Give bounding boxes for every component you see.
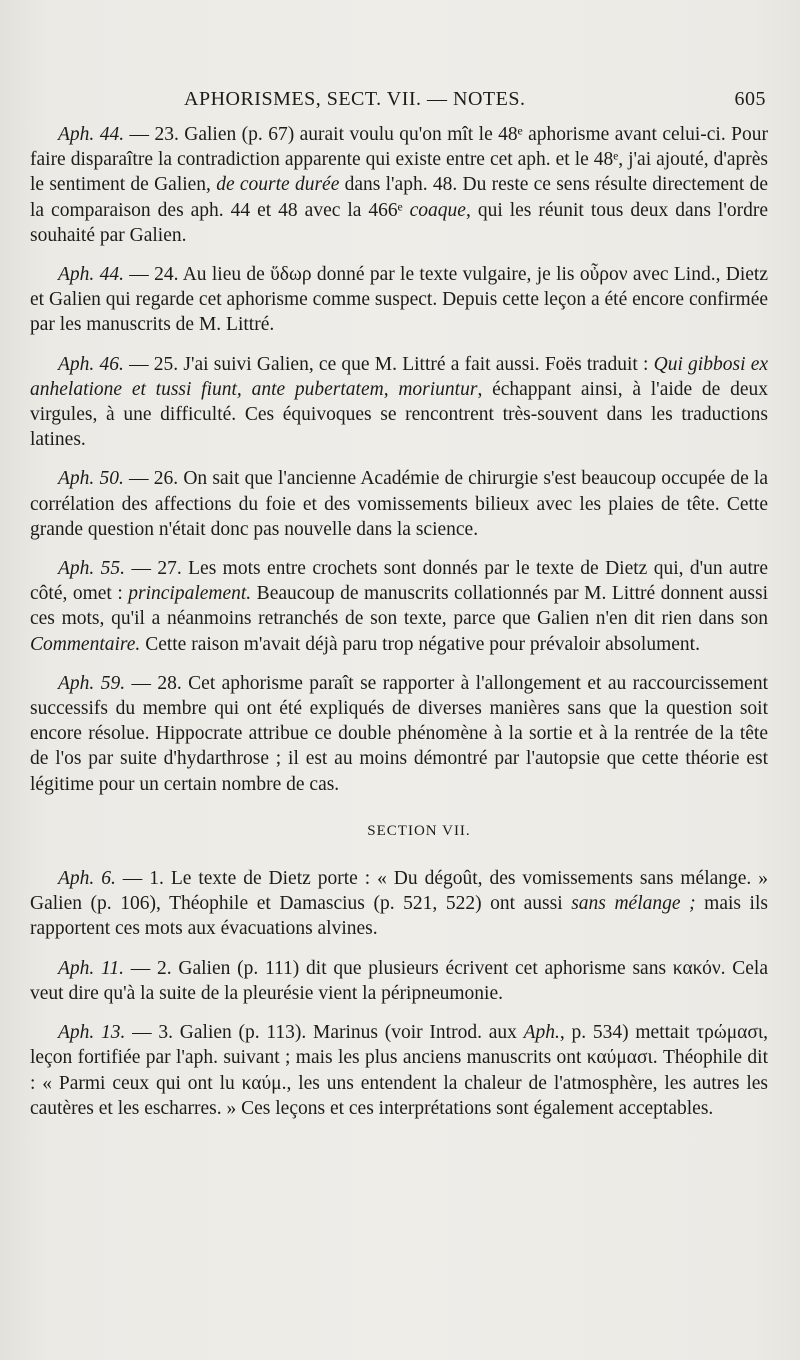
aphorism-reference: Aph. 46. [58,353,124,375]
note-paragraph [30,262,768,338]
italic-text: Commentaire. [30,633,141,655]
running-head [60,88,772,114]
note-text: , p. 534) mettait τρώμασι, leçon fortifiée par l'aph. suivant ; mais les plus anciens manuscrits ont καύμασι. Théophile dit : « Parmi ceux qui ont lu καύμ., les uns entendent la chaleur de l'atmosphère, les autres les cautères et les escharres. » Ces leçons et ces interprétations sont également acceptables. [30,1022,768,1119]
note-number: — 1. [115,868,164,890]
note-number: — 24. [123,264,179,286]
note-text: Cette raison m'avait déjà paru trop négative pour prévaloir absolument. [140,633,700,655]
note-text: Galien (p. 111) dit que plusieurs écrivent cet aphorisme sans κακόν. Cela veut dire qu'à la suite de la pleurésie vient la péripneumonie. [30,957,769,1004]
italic-text: coaque [409,199,466,221]
note-number: — 28. [125,672,182,694]
note-text: Cet aphorisme paraît se rapporter à l'allongement et au raccourcissement successifs du membre qui ont été expliqués de diverses manières sans que la question soit encore résolue. Hippocrate attribue ce double phénomène à la sortie et à la rentrée de la tête de l'os par suite d'hydarthrose ; il est au moins démontré par l'autopsie que cette théorie est légitime pour un certain nombre de cas. [30,672,769,795]
note-number: — 2. [123,957,172,979]
running-title: APHORISMES, SECT. VII. — NOTES. [184,88,526,110]
note-number: — 3. [125,1022,174,1044]
note-paragraph [30,122,768,248]
notes-section-vii [30,866,768,1121]
notes-section-vi [30,122,768,797]
note-number: — 23. [124,124,179,145]
note-text: , échappant ainsi, à l'aide de deux virgules, à une difficulté. Ces équivoques se rencontrent très-souvent dans les traductions latines. [30,378,768,451]
note-text: dans l'aph. 48. Du reste ce sens résulte directement de la comparaison des aph. 44 et 48 avec la 466ᵉ [30,174,768,221]
note-paragraph [30,866,768,942]
aphorism-reference: Aph. 59. [58,672,126,694]
note-paragraph [30,956,768,1006]
note-text: , qui les réunit tous deux dans l'ordre souhaité par Galien. [30,199,769,246]
note-number: — 25. [123,353,179,375]
page-number: 605 [734,88,766,110]
aphorism-reference: Aph. 13. [58,1022,126,1044]
note-number: — 26. [123,468,179,490]
note-paragraph [30,1020,768,1121]
note-text: J'ai suivi Galien, ce que M. Littré a fait aussi. Foës traduit : [178,353,654,375]
section-heading: SECTION VII. [367,822,471,839]
aphorism-reference: Aph. 44. [58,124,125,145]
note-text: On sait que l'ancienne Académie de chirurgie s'est beaucoup occupée de la corrélation des affections du foie et des vomissements bilieux avec les plaies de tête. Cette grande question n'était donc pas nouvelle dans la science. [30,468,768,540]
note-number: — 27. [125,558,182,580]
note-text: Au lieu de ὕδωρ donné par le texte vulgaire, je lis οὖρον avec Lind., Dietz et Galien qui regarde cet aphorisme comme suspect. Depuis cette leçon a été encore confirmée par les manuscrits de M. Littré. [30,264,768,336]
italic-text: Qui gibbosi ex anhelatione et tussi fiunt, ante pubertatem, moriuntur [30,353,768,400]
italic-text: de courte durée [216,174,340,196]
aphorism-reference: Aph. 50. [58,468,124,490]
note-text: Galien (p. 67) aurait voulu qu'on mît le 48ᵉ aphorisme avant celui-ci. Pour faire disparaître la contradiction apparente qui existe entre cet aph. et le 48ᵉ, j'ai ajouté, d'après le sentiment de Galien, [30,124,768,196]
italic-text: sans mélange ; [571,893,696,915]
italic-text: Aph. [523,1022,560,1044]
note-text: Beaucoup de manuscrits collationnés par M. Littré donnent aussi ces mots, qu'il a néanmoins retranchés de son texte, parce que Galien n'en dit rien dans son [30,583,768,630]
aphorism-reference: Aph. 55. [58,558,126,580]
aphorism-reference: Aph. 11. [58,957,124,979]
note-paragraph [30,352,768,453]
note-text: Galien (p. 113). Marinus (voir Introd. aux [173,1022,524,1044]
aphorism-reference: Aph. 44. [58,264,124,286]
note-paragraph [30,466,768,542]
italic-text: principalement. [128,583,252,605]
note-paragraph [30,556,768,657]
aphorism-reference: Aph. 6. [58,868,116,890]
note-text: Le texte de Dietz porte : « Du dégoût, des vomissements sans mélange. » Galien (p. 106), Théophile et Damascius (p. 521, 522) ont aussi [30,868,769,915]
note-paragraph [30,671,768,797]
note-text: Les mots entre crochets sont donnés par le texte de Dietz qui, d'un autre côté, omet : [30,558,769,605]
notes-body [30,122,768,1135]
note-text: mais ils rapportent ces mots aux évacuations alvines. [30,893,768,940]
